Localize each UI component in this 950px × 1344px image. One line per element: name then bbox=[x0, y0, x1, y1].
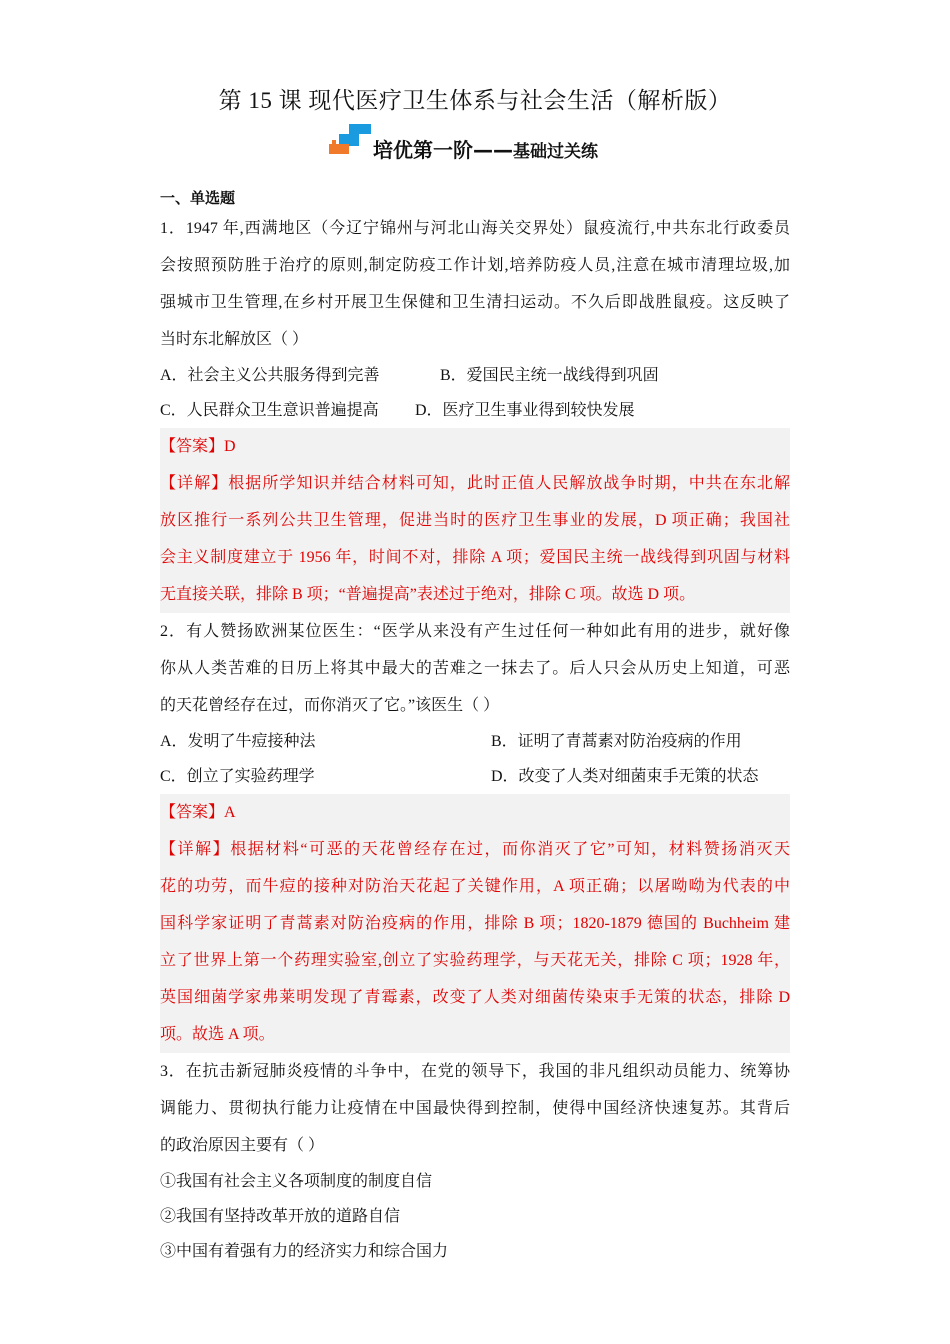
explanation-line: 国科学家证明了青蒿素对防治疫病的作用，排除 B 项；1820-1879 德国的 Buchheim 建 bbox=[160, 915, 790, 932]
question-text: 你从人类苦难的日历上将其中最大的苦难之一抹去了。后人只会从历史上知道，可恶 bbox=[160, 660, 790, 677]
question-text: 2．有人赞扬欧洲某位医生：“医学从来没有产生过任何一种如此有用的进步，就好像 bbox=[160, 623, 790, 640]
question-text: 强城市卫生管理,在乡村开展卫生保健和卫生清扫运动。不久后即战胜鼠疫。这反映了 bbox=[160, 294, 790, 311]
question-text: 当时东北解放区（ ） bbox=[160, 331, 309, 348]
question-text: 会按照预防胜于治疗的原则,制定防疫工作计划,培养防疫人员,注意在城市清理垃圾,加 bbox=[160, 257, 790, 274]
option-b: B．爱国民主统一战线得到巩固 bbox=[440, 367, 659, 384]
statement-item: ③中国有着强有力的经济实力和综合国力 bbox=[160, 1243, 449, 1260]
question-text: 的天花曾经存在过，而你消灭了它。”该医生（ ） bbox=[160, 697, 500, 714]
question-text: 的政治原因主要有（ ） bbox=[160, 1137, 325, 1154]
option-d: D．医疗卫生事业得到较快发展 bbox=[415, 402, 635, 419]
explanation-line: 项。故选 A 项。 bbox=[160, 1026, 275, 1043]
subtitle-tail: 基础过关练 bbox=[513, 142, 598, 162]
question-text: 调能力、贯彻执行能力让疫情在中国最快得到控制，使得中国经济快速复苏。其背后 bbox=[160, 1100, 790, 1117]
explanation-line: 立了世界上第一个药理实验室,创立了实验药理学，与天花无关，排除 C 项；1928 年， bbox=[160, 952, 790, 969]
answer-box bbox=[160, 428, 790, 613]
answer: 【答案】A bbox=[160, 804, 236, 821]
explanation-line: 英国细菌学家弗莱明发现了青霉素，改变了人类对细菌传染束手无策的状态，排除 D bbox=[160, 989, 790, 1006]
question-3 bbox=[160, 1053, 790, 1269]
explanation-line: 【详解】根据材料“可恶的天花曾经存在过，而你消灭了它”可知，材料赞扬消灭天 bbox=[160, 841, 790, 858]
question-1 bbox=[160, 210, 790, 613]
option-d: D．改变了人类对细菌束手无策的状态 bbox=[491, 768, 759, 785]
explanation-line: 【详解】根据所学知识并结合材料可知，此时正值人民解放战争时期，中共在东北解 bbox=[160, 475, 790, 492]
document-body bbox=[160, 186, 790, 1269]
answer-box bbox=[160, 794, 790, 1053]
subtitle-main: 培优第一阶—— bbox=[373, 138, 513, 162]
question-text: 3．在抗击新冠肺炎疫情的斗争中，在党的领导下，我国的非凡组织动员能力、统筹协 bbox=[160, 1063, 790, 1080]
option-c: C．创立了实验药理学 bbox=[160, 768, 315, 785]
question-2 bbox=[160, 613, 790, 1053]
statement-item: ②我国有坚持改革开放的道路自信 bbox=[160, 1208, 401, 1225]
answer: 【答案】D bbox=[160, 438, 236, 455]
option-a: A．发明了牛痘接种法 bbox=[160, 733, 316, 750]
stairs-logo-icon bbox=[329, 130, 373, 160]
option-a: A．社会主义公共服务得到完善 bbox=[160, 367, 380, 384]
document-title: 第 15 课 现代医疗卫生体系与社会生活（解析版） bbox=[218, 88, 732, 113]
option-b: B．证明了青蒿素对防治疫病的作用 bbox=[491, 733, 742, 750]
statement-item: ①我国有社会主义各项制度的制度自信 bbox=[160, 1173, 433, 1190]
explanation-line: 花的功劳，而牛痘的接种对防治天花起了关键作用，A 项正确；以屠呦呦为代表的中 bbox=[160, 878, 790, 895]
explanation-line: 无直接关联，排除 B 项；“普遍提高”表述过于绝对，排除 C 项。故选 D 项。 bbox=[160, 586, 696, 603]
question-text: 1．1947 年,西满地区（今辽宁锦州与河北山海关交界处）鼠疫流行,中共东北行政委员 bbox=[160, 220, 790, 237]
explanation-line: 放区推行一系列公共卫生管理，促进当时的医疗卫生事业的发展，D 项正确；我国社 bbox=[160, 512, 790, 529]
section-heading: 一、单选题 bbox=[160, 189, 236, 207]
explanation-line: 会主义制度建立于 1956 年，时间不对，排除 A 项；爱国民主统一战线得到巩固与材料 bbox=[160, 549, 790, 566]
option-c: C．人民群众卫生意识普遍提高 bbox=[160, 402, 379, 419]
